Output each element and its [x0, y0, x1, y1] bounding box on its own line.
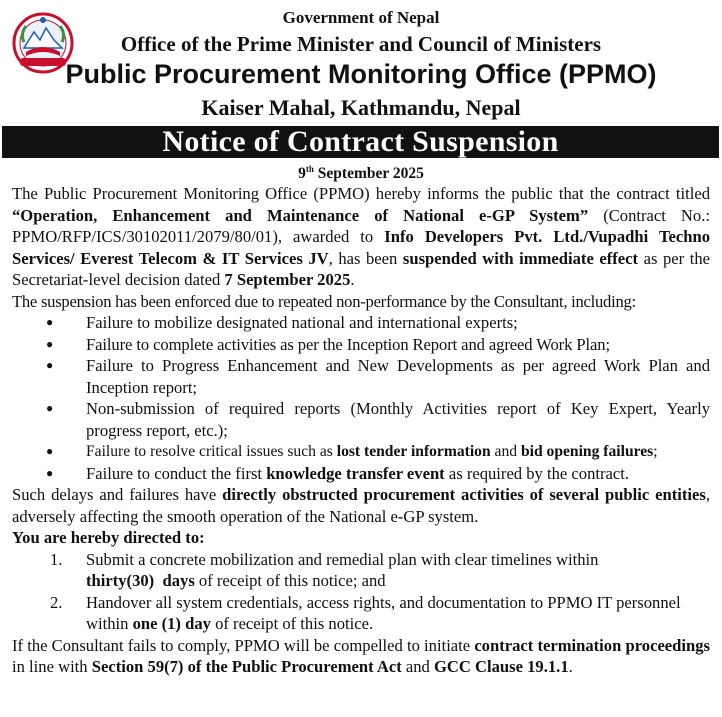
closing-bold-1: contract termination proceedings — [474, 635, 710, 655]
notice-date — [0, 164, 722, 183]
f6-bold: knowledge transfer event — [266, 463, 445, 483]
list-item — [12, 549, 710, 592]
f6-text-1: Failure to conduct the first — [86, 463, 267, 483]
d2-text-2: of receipt of this notice. — [210, 614, 374, 633]
f5-bold-2: bid opening failures — [520, 443, 654, 460]
closing-bold-2: Section 59(7) of the Public Procurement Act — [91, 657, 402, 676]
closing-text-3: and — [401, 657, 435, 676]
closing-bold-3: GCC Clause 19.1.1 — [434, 657, 569, 676]
list-item: ● Failure to complete activities as per the Inception Report and agreed Work Plan; — [12, 334, 710, 356]
list-item — [12, 463, 710, 485]
d1-text-2: of receipt of this notice; and — [194, 571, 386, 590]
lead-text: The suspension has been enforced due to repeated non-performance by the Consultant, including: — [12, 291, 636, 311]
header-ppmo: Public Procurement Monitoring Office (PPMO) — [65, 59, 657, 89]
f6-text-2: as required by the contract. — [444, 463, 630, 483]
directions-list — [12, 549, 710, 635]
f5-bold-1: lost tender information — [336, 443, 491, 460]
date-suffix: th — [305, 164, 314, 174]
list-item: ● Failure to mobilize designated national and international experts; — [12, 312, 710, 334]
f5-text-2: and — [490, 443, 521, 460]
decision-date: 7 September 2025 — [224, 270, 351, 289]
d1-bold: thirty(30) days — [86, 571, 195, 590]
delays-bold: directly obstructed procurement activities of several public entities — [222, 485, 706, 504]
list-item — [12, 592, 710, 635]
intro-text-4: as per the Secretariat-level decision dated — [12, 248, 711, 289]
direction-number-2: 2. — [50, 592, 63, 612]
header-office: Office of the Prime Minister and Council of Ministers — [120, 32, 602, 56]
d2-bold: one (1) day — [132, 614, 211, 633]
directed-heading-text: You are hereby directed to: — [12, 528, 205, 547]
failures-list — [12, 312, 710, 484]
header-address: Kaiser Mahal, Kathmandu, Nepal — [201, 95, 521, 120]
closing-paragraph — [12, 635, 710, 678]
intro-text-5: . — [350, 270, 355, 289]
suspension-status: suspended with immediate effect — [402, 248, 639, 268]
delays-text-2: , adversely affecting the smooth operation of the National e-GP system. — [12, 485, 710, 526]
d1-text-1: Submit a concrete mobilization and remedial plan with clear timelines within — [86, 549, 599, 569]
d2-text-1: Handover all system credentials, access rights, and documentation to PPMO IT personnel within — [86, 592, 681, 633]
closing-text-2: in line with — [12, 657, 92, 676]
contract-title: “Operation, Enhancement and Maintenance of National e-GP System” — [12, 205, 589, 225]
intro-paragraph — [12, 183, 710, 291]
delays-text-1: Such delays and failures have — [12, 485, 223, 504]
intro-text-1: The Public Procurement Monitoring Office (PPMO) hereby informs the public that the contract titled — [12, 184, 710, 203]
notice-title: Notice of Contract Suspension — [2, 126, 719, 158]
delays-paragraph — [12, 484, 710, 527]
list-item: ● Non-submission of required reports (Monthly Activities report of Key Expert, Yearly progress report, etc.); — [12, 398, 710, 441]
f5-text-1: Failure to resolve critical issues such as — [86, 443, 337, 460]
contractor-name: Info Developers Pvt. Ltd./Vupadhi Techno Services/ Everest Telecom & IT Services JV — [12, 227, 710, 268]
list-item — [12, 441, 710, 463]
direction-number-1: 1. — [50, 549, 63, 569]
directed-heading — [12, 527, 710, 549]
header-government: Government of Nepal — [282, 8, 440, 27]
intro-text-2: (Contract No.: PPMO/RFP/ICS/30102011/2079/80/01), awarded to — [12, 205, 710, 246]
intro-text-3: , has been — [328, 248, 403, 268]
notice-body — [12, 183, 710, 678]
closing-text-4: . — [568, 657, 573, 676]
closing-text-1: If the Consultant fails to comply, PPMO will be compelled to initiate — [12, 635, 475, 655]
list-item: ● Failure to Progress Enhancement and New Developments as per agreed Work Plan and Inception report; — [12, 355, 710, 398]
date-rest: September 2025 — [313, 165, 424, 183]
f5-text-3: ; — [653, 443, 658, 460]
date-day: 9 — [298, 165, 306, 183]
